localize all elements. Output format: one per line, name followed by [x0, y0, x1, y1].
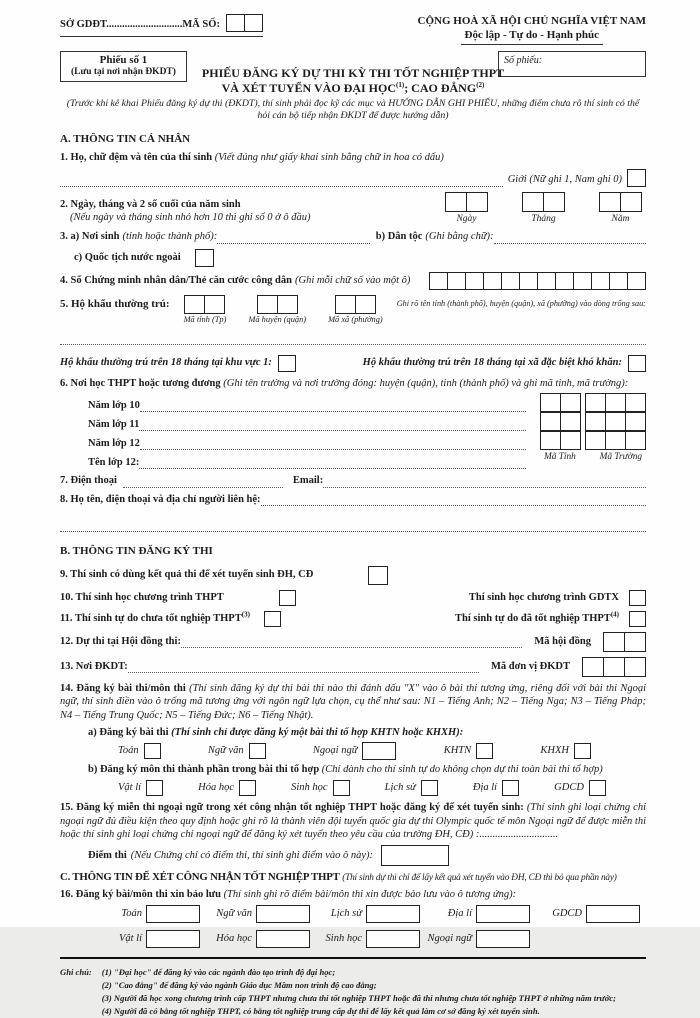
footnote-2: (2) "Cao đẳng" để đăng ký vào ngành Giáo dục Mầm non trình độ cao đẳng;: [101, 980, 377, 991]
footer-divider: [60, 957, 646, 959]
district-code-label: Mã huyện (quận): [248, 314, 307, 324]
item-14: [60, 682, 646, 723]
school-code-cell[interactable]: [605, 431, 626, 450]
school-code-cell[interactable]: [560, 393, 581, 412]
subject-toan-box[interactable]: [144, 743, 161, 759]
diem-thi-note: (Nếu Chứng chỉ có điểm thi, thí sinh ghi điểm vào ô này):: [130, 849, 374, 861]
item-14a-heading: [60, 726, 646, 740]
school-code-cell[interactable]: [625, 431, 646, 450]
gender-box[interactable]: [627, 169, 646, 187]
item-15: [60, 801, 646, 842]
item14a-label: a) Đăng ký bài thi: [88, 726, 169, 738]
school-code-cell[interactable]: [560, 431, 581, 450]
id-cell[interactable]: [537, 272, 556, 290]
item-2: [60, 192, 646, 225]
subject-lichsu-label: Lịch sử: [384, 782, 416, 794]
id-cell[interactable]: [627, 272, 646, 290]
reserve-gdcd-box[interactable]: [586, 905, 640, 923]
province-code-label: Mã tỉnh (Tp): [183, 314, 227, 324]
full-name-field[interactable]: [60, 174, 503, 187]
subject-toan-label: Toán: [118, 745, 139, 757]
form-title-line2: VÀ XÉT TUYỂN VÀO ĐẠI HỌC$^{(1)}$; CAO ĐẲNG$^{(2)}$: [221, 81, 485, 96]
section-c-note: (Thí sinh dự thi chỉ để lấy kết quả xét tuyển vào ĐH, CĐ thì bỏ qua phần này): [342, 872, 617, 883]
contact-person-field[interactable]: [261, 493, 646, 506]
residency-row: [60, 355, 646, 372]
dkdt-code-cell[interactable]: [603, 657, 625, 677]
school-code-cell[interactable]: [625, 412, 646, 431]
footnote-4: (4) Người đã có bằng tốt nghiệp THPT, có bằng tốt nghiệp trung cấp dự thi để lấy kết quả làm cơ sở đăng ký xét tuyển sinh.: [101, 1005, 540, 1016]
free-candidate-box[interactable]: [264, 611, 281, 627]
item5-note: Ghi rõ tên tỉnh (thành phố), huyện (quận), xã (phường) vào dòng trống sau:: [396, 298, 646, 308]
subject-nguvan-label: Ngữ văn: [207, 745, 244, 757]
ma-so-cell[interactable]: [226, 14, 245, 32]
grade11-school-field[interactable]: [139, 418, 526, 431]
grade10-label: Năm lớp 10: [88, 399, 140, 411]
subject-vatli-label: Vật lí: [118, 782, 142, 794]
reserve-diali-label: Địa lí: [447, 908, 472, 920]
reserve-hoahoc-box[interactable]: [256, 930, 310, 948]
footnotes-label: Ghi chú:: [60, 967, 92, 978]
subject-diali-label: Địa lí: [472, 782, 498, 794]
sheet-number-subtitle: (Lưu tại nơi nhận ĐKDT): [71, 67, 176, 78]
use-result-box[interactable]: [368, 566, 388, 585]
reserve-toan-label: Toán: [121, 908, 142, 920]
email-field[interactable]: [323, 475, 646, 488]
header: [60, 14, 646, 45]
sheet-number-box: [60, 51, 187, 83]
item4-note: (Ghi mỗi chữ số vào một ô): [294, 274, 411, 286]
grade12-school-field[interactable]: [140, 437, 526, 450]
item-10: [60, 590, 646, 606]
subject-khxh-label: KHXH: [540, 745, 569, 757]
grade12-label: Năm lớp 12: [88, 437, 140, 449]
reserve-sinhhoc-box[interactable]: [366, 930, 420, 948]
id-number-cells: [429, 272, 646, 290]
item-14a-subjects: [60, 739, 646, 760]
birthplace-field[interactable]: [217, 231, 369, 244]
item15-note: (Thí sinh ghi loại chứng chỉ ngoại ngữ đủ điều kiện theo quy định hoặc ghi rõ là thành viên đội tuyển quốc gia dự thi Olympic quốc tế môn Ngoại ngữ để được miễn thi hoặc thí sinh ghi loại chứng chỉ ngoại ngữ để đăng ký xét tuyển theo yêu cầu của trường ĐH, CĐ) :..............................: [60, 801, 646, 841]
subject-lichsu-box[interactable]: [421, 780, 438, 796]
item14-label: 14. Đăng ký bài thi/môn thi: [60, 682, 186, 694]
item-13: [60, 657, 646, 677]
district-code-group: [248, 295, 306, 326]
item-8: [60, 493, 646, 507]
item16-label: 16. Đăng ký bài/môn thi xin bảo lưu: [60, 888, 221, 900]
residence-address-field[interactable]: [60, 332, 646, 345]
subject-nguvan-box[interactable]: [249, 743, 266, 759]
item3b-note: (Ghi bằng chữ):: [425, 230, 494, 242]
item7-phone-label: 7. Điện thoại: [60, 475, 117, 487]
council-code-cell[interactable]: [624, 632, 646, 652]
school-code-cell[interactable]: [605, 412, 626, 431]
subject-khtn-box[interactable]: [476, 743, 493, 759]
dkdt-code-cell[interactable]: [582, 657, 604, 677]
subject-gdcd-box[interactable]: [589, 780, 606, 796]
item-5: [60, 295, 646, 326]
item9-label: 9. Thí sinh có dùng kết quả thi để xét tuyển sinh ĐH, CĐ: [60, 569, 314, 581]
subject-diali-box[interactable]: [502, 780, 519, 796]
item3a-note: (tỉnh hoặc thành phố):: [122, 230, 218, 242]
dkdt-code-cell[interactable]: [624, 657, 646, 677]
motto-line2: Độc lập - Tự do - Hạnh phúc: [461, 28, 603, 44]
grade10-school-field[interactable]: [140, 399, 526, 412]
school-code-cell[interactable]: [560, 412, 581, 431]
grade11-label: Năm lớp 11: [88, 418, 140, 430]
item2-label: 2. Ngày, tháng và 2 số cuối của năm sinh: [60, 198, 241, 210]
dob-day-group: [445, 192, 488, 225]
item-1: [60, 151, 646, 187]
item13-label: 13. Nơi ĐKDT:: [60, 660, 128, 672]
section-b-heading: B. THÔNG TIN ĐĂNG KÝ THI: [60, 545, 213, 558]
item8-label: 8. Họ tên, điện thoại và địa chỉ người liên hệ:: [60, 493, 261, 505]
reserve-nguvan-label: Ngữ văn: [216, 908, 252, 920]
item7-email-label: Email:: [292, 475, 324, 487]
so-gddt-label: SỞ GDĐT.............................MÃ SỐ:: [60, 19, 220, 31]
footnote-ref-3: (3): [241, 610, 250, 619]
subject-vatli-box[interactable]: [146, 780, 163, 796]
dob-month-cell[interactable]: [543, 192, 565, 212]
item2-note: (Nếu ngày và tháng sinh nhỏ hơn 10 thì ghi số 0 ở ô đầu): [70, 212, 311, 224]
school-code-cell[interactable]: [585, 431, 606, 450]
contact-person-field-line2[interactable]: [60, 519, 646, 532]
subject-khtn-label: KHTN: [443, 745, 472, 757]
ethnicity-field[interactable]: [494, 231, 646, 244]
school-code-cell[interactable]: [540, 412, 561, 431]
phone-field[interactable]: [123, 475, 283, 488]
reserve-vatli-box[interactable]: [146, 930, 200, 948]
item14b-label: b) Đăng ký môn thi thành phần trong bài thi tổ hợp: [88, 764, 320, 776]
subject-sinhhoc-box[interactable]: [333, 780, 350, 796]
item6-note: (Ghi tên trường và nơi trường đóng: huyện (quận), tỉnh (thành phố) và ghi mã tỉnh, mã trường):: [223, 377, 629, 389]
item-16: [60, 888, 646, 902]
footnote-1: (1) "Đại học" để đăng ký vào các ngành đào tạo trình độ đại học;: [101, 967, 336, 978]
province-code-cell[interactable]: [184, 295, 205, 314]
item3c-label: c) Quốc tịch nước ngoài: [74, 251, 181, 263]
commune-code-label: Mã xã (phường): [328, 314, 383, 324]
item3a-label: 3. a) Nơi sinh: [60, 230, 120, 242]
school-code-cell[interactable]: [585, 412, 606, 431]
gdtx-program-box[interactable]: [629, 590, 646, 606]
class12-label: Tên lớp 12:: [88, 456, 140, 468]
reserve-nguvan-box[interactable]: [256, 905, 310, 923]
reserve-hoahoc-label: Hóa học: [216, 933, 252, 945]
kv1-box[interactable]: [278, 355, 296, 372]
form-title-line1: PHIẾU ĐĂNG KÝ DỰ THI KỲ THI TỐT NGHIỆP THPT: [201, 66, 505, 81]
class12-field[interactable]: [139, 456, 526, 469]
subject-ngoaingu-label: Ngoại ngữ: [312, 745, 358, 757]
commune-code-cell[interactable]: [335, 295, 356, 314]
national-header: [418, 14, 646, 45]
certificate-score-box[interactable]: [381, 845, 449, 866]
item-7: [60, 474, 646, 488]
item-3c: [60, 249, 646, 267]
gender-note: Giới (Nữ ghi 1, Nam ghi 0): [507, 173, 622, 185]
item-15-score: [60, 845, 646, 866]
kk-label: Hộ khẩu thường trú trên 18 tháng tại xã đặc biệt khó khăn:: [362, 357, 622, 369]
item-3ab: [60, 230, 646, 244]
item-14b-subjects: [60, 777, 646, 796]
so-gddt-line: [60, 14, 263, 37]
reserve-ngoaingu-label: Ngoại ngữ: [427, 933, 472, 945]
dob-year-cell[interactable]: [599, 192, 621, 212]
id-cell[interactable]: [465, 272, 484, 290]
reserve-sinhhoc-label: Sinh học: [325, 933, 362, 945]
school-code-cell[interactable]: [605, 393, 626, 412]
ma-truong-label: Mã Trường: [599, 452, 642, 463]
district-code-cell[interactable]: [277, 295, 298, 314]
ma-so-cells: [226, 14, 263, 32]
id-cell[interactable]: [429, 272, 448, 290]
id-cell[interactable]: [555, 272, 574, 290]
item13-code-label: Mã đơn vị ĐKDT: [490, 660, 570, 672]
dob-month-label: Tháng: [531, 213, 556, 224]
item12-label: 12. Dự thi tại Hội đồng thi:: [60, 635, 181, 647]
thpt-program-box[interactable]: [279, 590, 296, 606]
item-4: [60, 272, 646, 290]
footnote-ref-1: (1): [396, 81, 405, 90]
reserve-diali-box[interactable]: [476, 905, 530, 923]
id-cell[interactable]: [519, 272, 538, 290]
reserve-gdcd-label: GDCD: [552, 908, 582, 920]
dob-month-group: [522, 192, 565, 225]
so-phieu-box[interactable]: [498, 51, 646, 77]
item-9: [60, 566, 646, 585]
item16-note: (Thí sinh ghi rõ điểm bài/môn thi xin được bảo lưu vào ô tương ứng):: [223, 888, 517, 900]
intro-note: (Trước khi kê khai Phiếu đăng ký dự thi (ĐKDT), thí sinh phải đọc kỹ các mục và HƯỚNG DẪN GHI PHIẾU, những điểm chưa rõ thí sinh có thể hỏi cán bộ tiếp nhận ĐKDT để được hướng dẫn): [66, 98, 640, 122]
dob-year-cell[interactable]: [620, 192, 642, 212]
exam-council-field[interactable]: [181, 635, 522, 648]
so-phieu-label: Số phiếu:: [504, 54, 543, 66]
council-code-cell[interactable]: [603, 632, 625, 652]
province-code-group: [184, 295, 227, 326]
item12-code-label: Mã hội đồng: [534, 635, 591, 647]
id-cell[interactable]: [501, 272, 520, 290]
footnote-ref-2: (2): [476, 81, 485, 90]
footnotes: [60, 966, 646, 1018]
section-c-title: C. THÔNG TIN ĐỂ XÉT CÔNG NHẬN TỐT NGHIỆP THPT: [60, 870, 340, 883]
dob-year-group: [599, 192, 642, 225]
foreign-nationality-box[interactable]: [195, 249, 214, 267]
id-cell[interactable]: [573, 272, 592, 290]
subject-sinhhoc-label: Sinh học: [291, 782, 328, 794]
kk-box[interactable]: [628, 355, 646, 372]
province-code-cell[interactable]: [204, 295, 225, 314]
dob-day-cell[interactable]: [445, 192, 467, 212]
item10-right-label: Thí sinh học chương trình GDTX: [468, 591, 619, 603]
item-12: [60, 632, 646, 652]
section-a-heading: A. THÔNG TIN CÁ NHÂN: [60, 132, 191, 145]
diem-thi-label: Điểm thi: [88, 849, 127, 861]
item-6: [60, 377, 646, 470]
reserve-vatli-label: Vật lí: [118, 933, 142, 945]
item1-label: 1. Họ, chữ đệm và tên của thí sinh: [60, 151, 213, 163]
section-c-heading: [60, 870, 646, 885]
dkdt-code-cells: [582, 657, 646, 677]
district-code-cell[interactable]: [257, 295, 278, 314]
footnote-ref-4: (4): [610, 610, 619, 619]
id-cell[interactable]: [591, 272, 610, 290]
subject-ngoaingu-box[interactable]: [362, 742, 396, 760]
item11-left-label: 11. Thí sinh tự do chưa tốt nghiệp THPT$^{(3)}$: [60, 610, 250, 624]
item6-label: 6. Nơi học THPT hoặc tương đương: [60, 377, 221, 389]
item-11: [60, 611, 646, 627]
reserve-ngoaingu-box[interactable]: [476, 930, 530, 948]
subject-gdcd-label: GDCD: [554, 782, 584, 794]
dob-month-cell[interactable]: [522, 192, 544, 212]
sheet-number-title: Phiếu số 1: [99, 53, 148, 66]
reserve-lichsu-label: Lịch sử: [330, 908, 362, 920]
school-code-grid: [540, 393, 646, 463]
item14a-note: (Thí sinh chỉ được đăng ký một bài thi tổ hợp KHTN hoặc KHXH):: [171, 726, 464, 738]
item15-label: 15. Đăng ký miễn thi ngoại ngữ trong xét công nhận tốt nghiệp THPT hoặc đăng ký để xét tuyển sinh:: [60, 801, 524, 813]
item3b-label: b) Dân tộc: [375, 230, 423, 242]
school-code-cell[interactable]: [625, 393, 646, 412]
dkdt-place-field[interactable]: [128, 660, 479, 673]
item-14b-heading: [60, 763, 646, 777]
school-code-cell[interactable]: [540, 393, 561, 412]
council-code-cells: [603, 632, 646, 652]
kv1-label: Hộ khẩu thường trú trên 18 tháng tại khu vực 1:: [60, 357, 272, 369]
subject-hoahoc-box[interactable]: [239, 780, 256, 796]
item11-right-label: Thí sinh tự do đã tốt nghiệp THPT$^{(4)}$: [455, 610, 619, 624]
item-16-grid: [60, 905, 646, 948]
motto-line1: CỘNG HOÀ XÃ HỘI CHỦ NGHĨA VIỆT NAM: [417, 15, 646, 27]
school-code-cell[interactable]: [585, 393, 606, 412]
item14b-note: (Chỉ dành cho thí sinh tự do không chọn dự thi toàn bài thi tổ hợp): [321, 764, 603, 776]
item4-label: 4. Số Chứng minh nhân dân/Thẻ căn cước công dân: [60, 274, 292, 286]
item1-note: (Viết đúng như giấy khai sinh bằng chữ in hoa có dấu): [214, 151, 444, 163]
id-cell[interactable]: [609, 272, 628, 290]
item5-label: 5. Hộ khẩu thường trú:: [60, 297, 170, 310]
id-cell[interactable]: [483, 272, 502, 290]
ma-tinh-label: Mã Tỉnh: [544, 452, 576, 463]
school-code-cell[interactable]: [540, 431, 561, 450]
footnote-3: (3) Người đã học xong chương trình cấp THPT nhưng chưa thi tốt nghiệp THPT hoặc đã thi nhưng chưa tốt nghiệp THPT ở những năm trước;: [101, 992, 616, 1003]
subject-hoahoc-label: Hóa học: [198, 782, 235, 794]
dob-day-cell[interactable]: [466, 192, 488, 212]
commune-code-cell[interactable]: [355, 295, 376, 314]
dob-year-label: Năm: [611, 213, 630, 224]
ma-so-cell[interactable]: [244, 14, 263, 32]
commune-code-group: [328, 295, 383, 326]
subject-khxh-box[interactable]: [574, 743, 591, 759]
item10-left-label: 10. Thí sinh học chương trình THPT: [60, 591, 224, 603]
item14-note: (Thí sinh đăng ký dự thi bài thi nào thì đánh dấu "X" vào ô bài thi tương ứng, riêng đối với bài thi Ngoại ngữ, thí sinh điền vào ô trống mã tương ứng với ngôn ngữ lựa chọn, cụ thể như sau: N1 – Tiếng Anh; N2 – Tiếng Nga; N3 – Tiếng Pháp; N4 – Tiếng Trung Quốc; N5 – Tiếng Đức; N6 – Tiếng Nhật).: [60, 682, 646, 722]
dob-day-label: Ngày: [456, 213, 477, 224]
reserve-toan-box[interactable]: [146, 905, 200, 923]
graduated-candidate-box[interactable]: [629, 611, 646, 627]
id-cell[interactable]: [447, 272, 466, 290]
reserve-lichsu-box[interactable]: [366, 905, 420, 923]
